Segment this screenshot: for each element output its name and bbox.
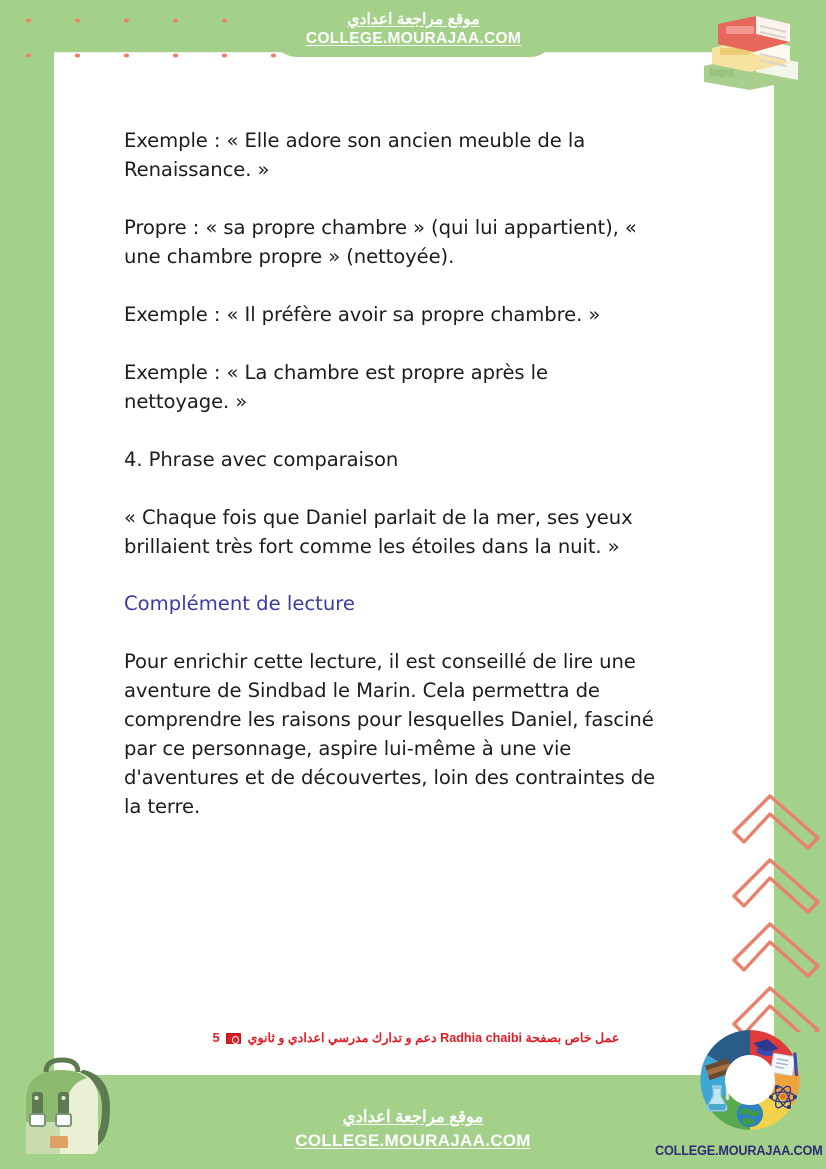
- paragraph-section-4: 4. Phrase avec comparaison: [124, 448, 399, 471]
- credit-line: [54, 1030, 774, 1045]
- footer-site-url: COLLEGE.MOURAJAA.COM: [295, 1131, 531, 1150]
- coral-dot-grid-icon: [0, 0, 300, 58]
- heading-complement-de-lecture: Complément de lecture: [124, 592, 355, 615]
- header-site-tab[interactable]: [271, 0, 556, 57]
- book-stack-icon: [694, 4, 804, 96]
- credit-arabic-before: عمل خاص بصفحة: [525, 1031, 620, 1045]
- paragraph-propre: Propre : « sa propre chambre » (qui lui appartient), « une chambre propre » (nettoyée).: [124, 216, 637, 268]
- page-number: 5: [212, 1031, 220, 1045]
- left-green-band: [0, 0, 54, 1169]
- credit-arabic-after: دعم و تدارك مدرسي اعدادي و ثانوي: [247, 1031, 437, 1045]
- document-content: [124, 126, 672, 821]
- paragraph-exemple-nettoyage: Exemple : « La chambre est propre après le nettoyage. »: [124, 361, 548, 413]
- paragraph-comparaison: « Chaque fois que Daniel parlait de la mer, ses yeux brillaient très fort comme les étoiles dans la nuit. »: [124, 506, 633, 558]
- footer-arabic-title: موقع مراجعة اعدادي: [342, 1108, 484, 1126]
- backpack-icon: [6, 1056, 122, 1164]
- paragraph-exemple-prefere: Exemple : « Il préfère avoir sa propre chambre. »: [124, 303, 601, 326]
- header-arabic-title: موقع مراجعة اعدادي: [347, 10, 480, 28]
- header-site-url: COLLEGE.MOURAJAA.COM: [305, 29, 522, 47]
- footer-site-tab[interactable]: [258, 1082, 568, 1162]
- chevron-up-stack-icon: [726, 786, 826, 1032]
- credit-author: Radhia chaibi: [440, 1031, 523, 1045]
- paragraph-final: Pour enrichir cette lecture, il est conseillé de lire une aventure de Sindbad le Marin. Cela permettra de comprendre les raisons pour lesquelles Daniel, fasciné par ce personnage, aspire lui-même à une vie d'aventures et de découvertes, loin des contraintes de la terre.: [124, 650, 656, 818]
- flag-icon: [226, 1033, 241, 1044]
- corner-site-url: COLLEGE.MOURAJAA.COM: [655, 1143, 823, 1158]
- paragraph-exemple-renaissance: Exemple : « Elle adore son ancien meuble de la Renaissance. »: [124, 129, 586, 181]
